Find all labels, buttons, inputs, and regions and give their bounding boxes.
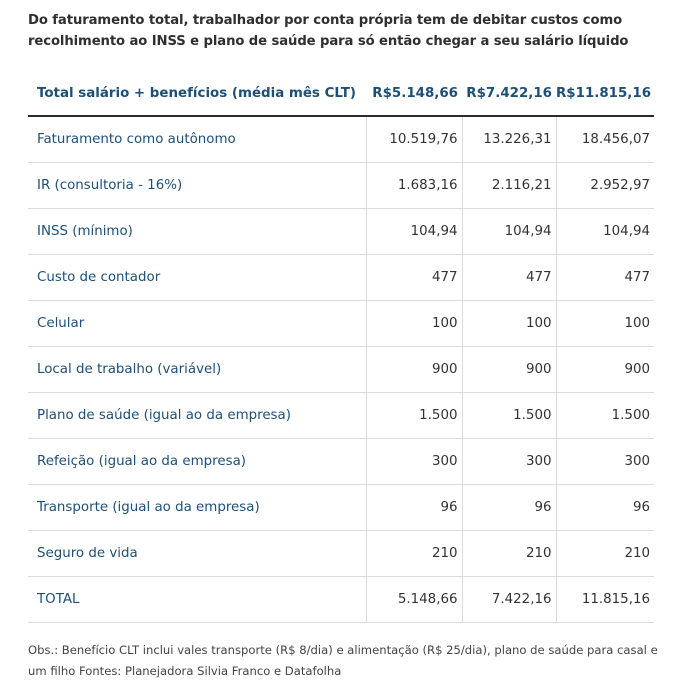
row-label: Faturamento como autônomo bbox=[28, 116, 366, 163]
row-value-col-2: 1.500 bbox=[462, 393, 556, 439]
row-value-col-1: 10.519,76 bbox=[366, 116, 462, 163]
table-header-row bbox=[28, 72, 654, 116]
row-label: Seguro de vida bbox=[28, 531, 366, 577]
row-label: IR (consultoria - 16%) bbox=[28, 163, 366, 209]
row-value-col-1: 1.683,16 bbox=[366, 163, 462, 209]
row-value-col-3: 104,94 bbox=[556, 209, 654, 255]
row-value-col-2: 900 bbox=[462, 347, 556, 393]
header-col-1: R$5.148,66 bbox=[366, 72, 462, 116]
row-label: TOTAL bbox=[28, 577, 366, 623]
table-row bbox=[28, 163, 654, 209]
row-label: INSS (mínimo) bbox=[28, 209, 366, 255]
table-row bbox=[28, 209, 654, 255]
row-value-col-1: 104,94 bbox=[366, 209, 462, 255]
row-label: Transporte (igual ao da empresa) bbox=[28, 485, 366, 531]
row-value-col-1: 1.500 bbox=[366, 393, 462, 439]
headline: Do faturamento total, trabalhador por conta própria tem de debitar custos como recolhimento ao INSS e plano de saúde para só então chegar a seu salário líquido bbox=[28, 13, 629, 49]
row-label: Plano de saúde (igual ao da empresa) bbox=[28, 393, 366, 439]
row-value-col-1: 96 bbox=[366, 485, 462, 531]
row-value-col-2: 100 bbox=[462, 301, 556, 347]
row-value-col-1: 210 bbox=[366, 531, 462, 577]
row-value-col-3: 900 bbox=[556, 347, 654, 393]
row-value-col-2: 96 bbox=[462, 485, 556, 531]
header-label: Total salário + benefícios (média mês CLT) bbox=[28, 72, 366, 116]
row-value-col-2: 300 bbox=[462, 439, 556, 485]
row-value-col-1: 477 bbox=[366, 255, 462, 301]
row-value-col-2: 104,94 bbox=[462, 209, 556, 255]
row-value-col-3: 96 bbox=[556, 485, 654, 531]
table-row bbox=[28, 347, 654, 393]
row-label: Local de trabalho (variável) bbox=[28, 347, 366, 393]
table-row bbox=[28, 116, 654, 163]
table-row bbox=[28, 531, 654, 577]
table-row bbox=[28, 301, 654, 347]
row-value-col-1: 300 bbox=[366, 439, 462, 485]
row-value-col-3: 11.815,16 bbox=[556, 577, 654, 623]
row-value-col-1: 5.148,66 bbox=[366, 577, 462, 623]
row-label: Custo de contador bbox=[28, 255, 366, 301]
row-value-col-2: 2.116,21 bbox=[462, 163, 556, 209]
row-value-col-3: 300 bbox=[556, 439, 654, 485]
row-label: Celular bbox=[28, 301, 366, 347]
table-row bbox=[28, 577, 654, 623]
table-row bbox=[28, 393, 654, 439]
cost-table bbox=[28, 72, 654, 623]
row-value-col-2: 7.422,16 bbox=[462, 577, 556, 623]
table-row bbox=[28, 439, 654, 485]
row-value-col-3: 18.456,07 bbox=[556, 116, 654, 163]
header-col-3: R$11.815,16 bbox=[556, 72, 654, 116]
row-value-col-3: 2.952,97 bbox=[556, 163, 654, 209]
row-value-col-3: 477 bbox=[556, 255, 654, 301]
row-value-col-3: 100 bbox=[556, 301, 654, 347]
row-label: Refeição (igual ao da empresa) bbox=[28, 439, 366, 485]
table-row bbox=[28, 255, 654, 301]
row-value-col-2: 210 bbox=[462, 531, 556, 577]
table-body bbox=[28, 116, 654, 623]
table-row bbox=[28, 485, 654, 531]
row-value-col-3: 210 bbox=[556, 531, 654, 577]
row-value-col-3: 1.500 bbox=[556, 393, 654, 439]
table-header bbox=[28, 72, 654, 116]
footnote: Obs.: Benefício CLT inclui vales transporte (R$ 8/dia) e alimentação (R$ 25/dia), plano de saúde para casal e um filho Fontes: Planejadora Silvia Franco e Datafolha bbox=[28, 643, 658, 678]
row-value-col-1: 100 bbox=[366, 301, 462, 347]
row-value-col-2: 13.226,31 bbox=[462, 116, 556, 163]
row-value-col-1: 900 bbox=[366, 347, 462, 393]
row-value-col-2: 477 bbox=[462, 255, 556, 301]
cost-table-container bbox=[28, 72, 654, 623]
header-col-2: R$7.422,16 bbox=[462, 72, 556, 116]
